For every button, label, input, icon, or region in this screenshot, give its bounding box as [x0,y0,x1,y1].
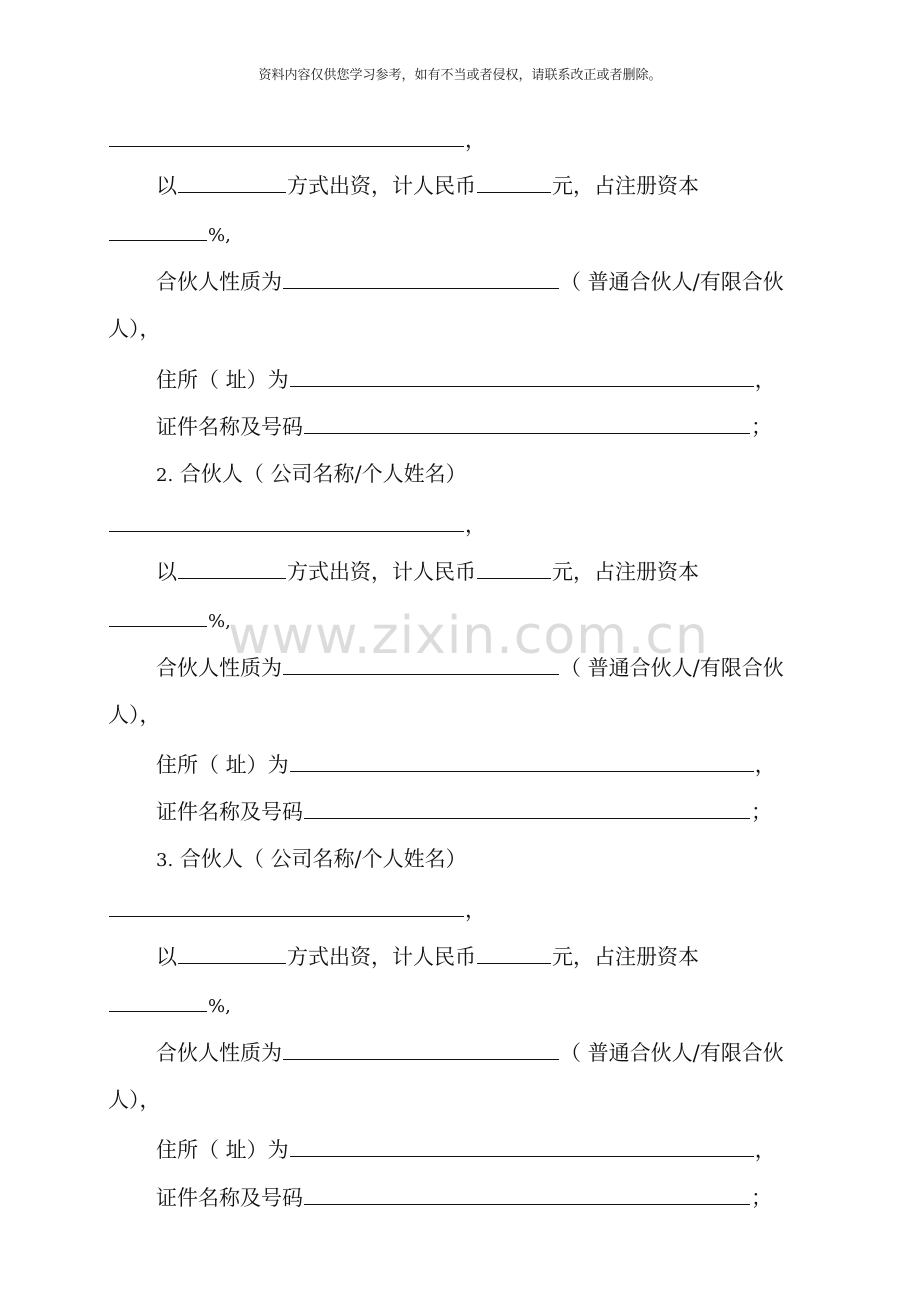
percent-line [108,604,231,634]
nature-tail: 人）， [108,703,161,727]
punct: ， [754,753,776,777]
partner-heading-text: 合伙人（ 公司名称/个人姓名） [179,462,467,486]
nature-options: （ 普通合伙人/有限合伙 [560,270,784,294]
name-blank[interactable] [109,894,464,917]
percent-line [108,989,231,1019]
partner-number: 3. [156,850,174,871]
id-prefix: 证件名称及号码 [156,800,303,824]
name-line [108,124,486,154]
contrib-yuan: 元，占注册资本 [552,560,699,584]
method-blank[interactable] [178,941,286,964]
address-blank[interactable] [290,749,754,772]
punct: ， [465,513,486,537]
address-line [156,364,776,394]
address-line [156,749,776,779]
name-line [108,509,486,539]
nature-line [156,652,784,682]
id-prefix: 证件名称及号码 [156,415,303,439]
nature-prefix: 合伙人性质为 [156,270,282,294]
contrib-yuan: 元，占注册资本 [552,945,699,969]
address-prefix: 住所（ 址）为 [156,368,289,392]
contribution-line [156,556,699,586]
nature-blank[interactable] [283,1037,559,1060]
percent-suffix: %, [208,996,231,1017]
punct: ， [754,368,776,392]
address-blank[interactable] [290,1134,754,1157]
percent-line [108,218,231,248]
name-blank[interactable] [109,124,464,147]
contrib-yuan: 元，占注册资本 [552,174,699,198]
address-prefix: 住所（ 址）为 [156,753,289,777]
nature-blank[interactable] [283,266,559,289]
amount-blank[interactable] [477,170,551,193]
id-line [156,411,772,441]
id-line [156,1182,772,1212]
contrib-prefix: 以 [156,174,177,198]
punct: ， [754,1138,776,1162]
amount-blank[interactable] [477,941,551,964]
nature-options: （ 普通合伙人/有限合伙 [560,1041,784,1065]
id-blank[interactable] [304,411,750,434]
nature-tail: 人）， [108,1088,161,1112]
percent-suffix: %, [208,225,231,246]
contrib-text: 方式出资，计人民币 [287,174,476,198]
id-blank[interactable] [304,1182,750,1205]
partner-heading [156,844,467,874]
nature-prefix: 合伙人性质为 [156,656,282,680]
address-blank[interactable] [290,364,754,387]
id-blank[interactable] [304,796,750,819]
partner-heading [156,459,467,489]
percent-blank[interactable] [109,218,207,241]
header-notice: 资料内容仅供您学习参考，如有不当或者侵权，请联系改正或者删除。 [258,68,662,83]
contribution-line [156,170,699,200]
punct: ， [465,128,486,152]
contrib-text: 方式出资，计人民币 [287,945,476,969]
contrib-text: 方式出资，计人民币 [287,560,476,584]
contrib-prefix: 以 [156,560,177,584]
method-blank[interactable] [178,170,286,193]
nature-tail: 人）， [108,317,161,341]
punct: ； [751,800,772,824]
address-line [156,1134,776,1164]
address-prefix: 住所（ 址）为 [156,1138,289,1162]
method-blank[interactable] [178,556,286,579]
nature-line [156,1037,784,1067]
name-blank[interactable] [109,509,464,532]
percent-blank[interactable] [109,604,207,627]
partner-number: 2. [156,465,174,486]
contribution-line [156,941,699,971]
punct: ； [751,1186,772,1210]
nature-line [156,266,784,296]
nature-options: （ 普通合伙人/有限合伙 [560,656,784,680]
punct: ， [465,898,486,922]
punct: ； [751,415,772,439]
partner-heading-text: 合伙人（ 公司名称/个人姓名） [179,847,467,871]
nature-blank[interactable] [283,652,559,675]
nature-prefix: 合伙人性质为 [156,1041,282,1065]
percent-blank[interactable] [109,989,207,1012]
watermark: www.zixin.com.cn [228,606,709,666]
id-line [156,796,772,826]
percent-suffix: %, [208,611,231,632]
id-prefix: 证件名称及号码 [156,1186,303,1210]
name-line [108,894,486,924]
contrib-prefix: 以 [156,945,177,969]
amount-blank[interactable] [477,556,551,579]
